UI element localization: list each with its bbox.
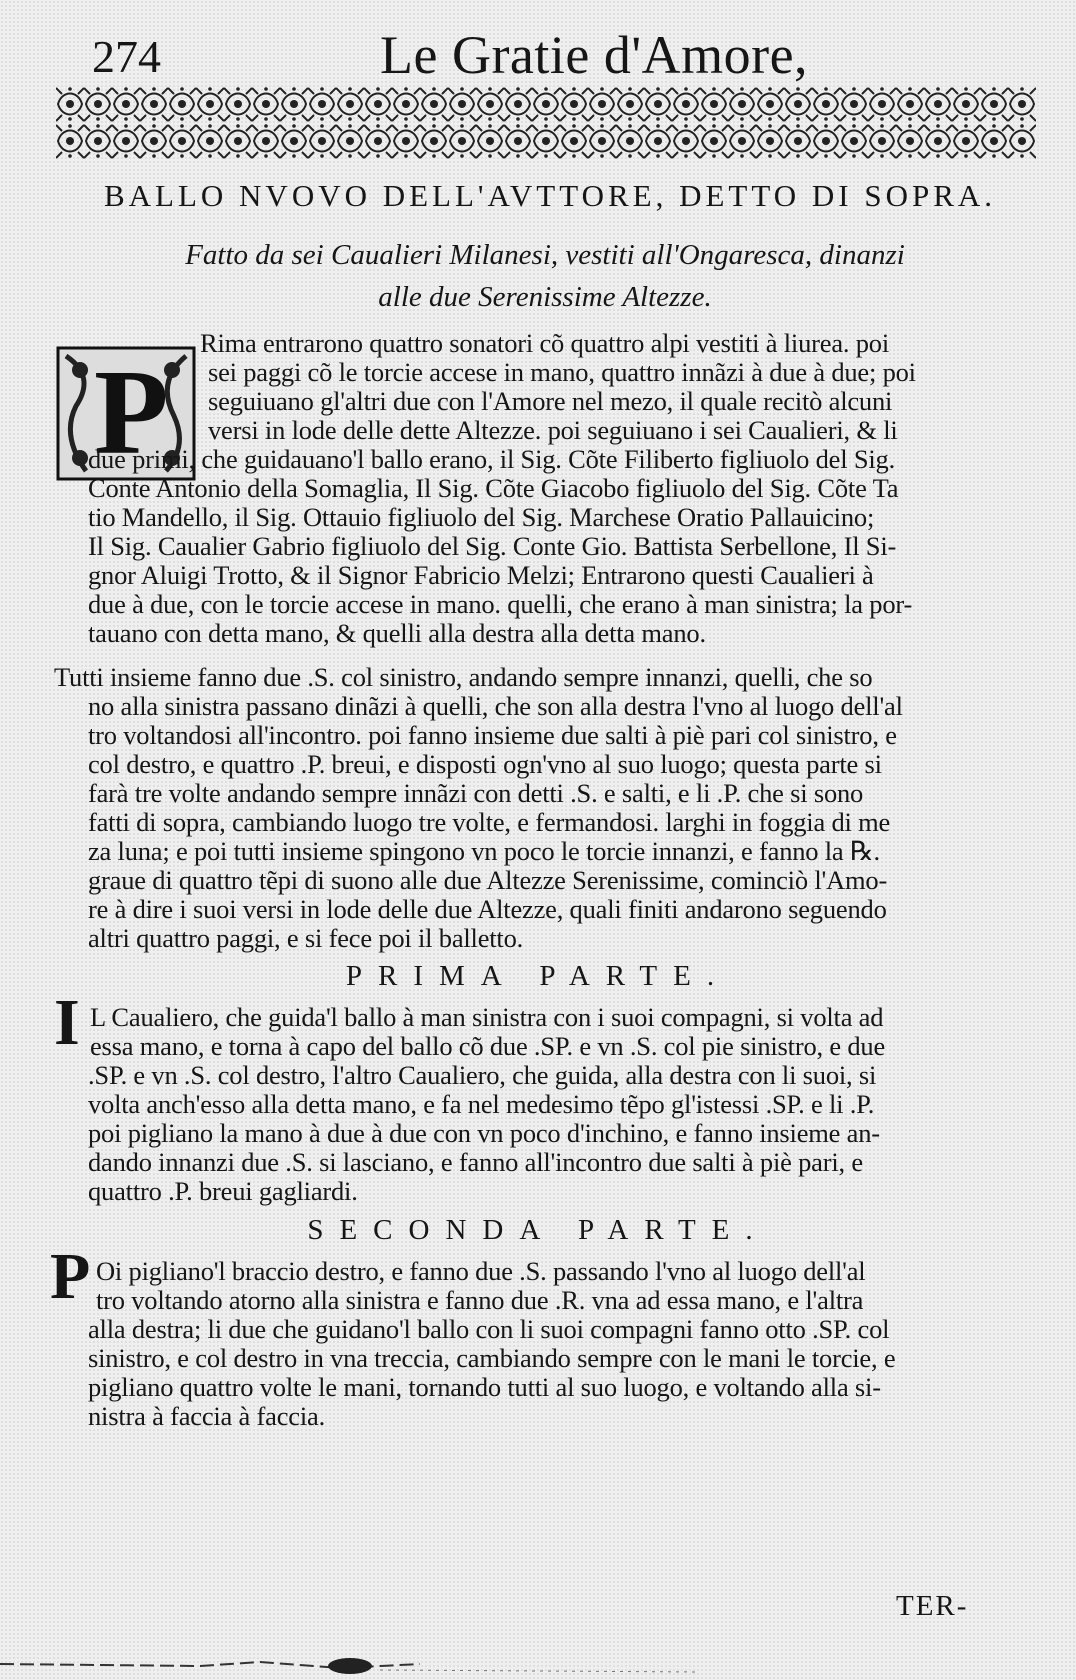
text-line: tro voltandosi all'incontro. poi fanno insieme due salti à piè pari col sinistro, e (88, 720, 897, 750)
text-line: due primi, che guidauano'l ballo erano, il Sig. Cõte Filiberto figliuolo del Sig. (88, 444, 896, 474)
text-line: pigliano quattro volte le mani, tornando tutti al suo luogo, e voltando alla si- (88, 1372, 881, 1402)
text-line: essa mano, e torna à capo del ballo cõ due .SP. e vn .S. col pie sinistro, e due (90, 1031, 886, 1061)
text-line: nistra à faccia à faccia. (88, 1401, 325, 1431)
text-line: tro voltando atorno alla sinistra e fanno due .R. vna ad essa mano, e l'altra (96, 1285, 864, 1315)
text-line: volta anch'esso alla detta mano, e fa nel medesimo tẽpo gl'istessi .SP. e li .P. (88, 1089, 875, 1119)
text-line: fatti di sopra, cambiando luogo tre volte, e fermandosi. larghi in foggia di me (88, 807, 891, 837)
text-line: Il Sig. Caualier Gabrio figliuolo del Sig. Conte Gio. Battista Serbellone, Il Si- (88, 531, 897, 561)
text-line: no alla sinistra passano dinãzi à quelli, che son alla destra l'vno al luogo dell'al (88, 691, 903, 721)
seconda-parte-title: SECONDA PARTE. (307, 1214, 769, 1246)
text-line: Oi pigliano'l braccio destro, e fanno due .S. passando l'vno al luogo dell'al (96, 1256, 866, 1286)
subtitle-line: Fatto da sei Caualieri Milanesi, vestiti all'Ongaresca, dinanzi (185, 239, 905, 271)
text-line: poi pigliano la mano à due à due con vn poco d'inchino, e fanno insieme an- (88, 1118, 880, 1148)
text-line: Conte Antonio della Somaglia, Il Sig. Cõte Giacobo figliuolo del Sig. Cõte Ta (88, 473, 899, 503)
subtitle-line: alle due Serenissime Altezze. (378, 281, 712, 313)
text-line: .SP. e vn .S. col destro, l'altro Caualiero, che guida, alla destra con li suoi, si (88, 1060, 877, 1090)
text-line: versi in lode delle dette Altezze. poi seguiuano i sei Caualieri, & li (208, 415, 898, 445)
text-line: alla destra; li due che guidano'l ballo con li suoi compagni fanno otto .SP. col (88, 1314, 890, 1344)
text-line: due à due, con le torcie accese in mano. quelli, che erano à man sinistra; la por- (88, 589, 913, 619)
text-line: quattro .P. breui gagliardi. (88, 1176, 358, 1206)
text-line: Tutti insieme fanno due .S. col sinistro, andando sempre innanzi, quelli, che so (54, 662, 873, 692)
catchword: TER- (896, 1590, 969, 1622)
text-line: tio Mandello, il Sig. Ottauio figliuolo del Sig. Marchese Oratio Pallauicino; (88, 502, 875, 532)
page-header (62, 25, 1022, 88)
text-line: sei paggi cõ le torcie accese in mano, quattro innãzi à due à due; poi (208, 357, 916, 387)
prima-parte-title: PRIMA PARTE. (345, 960, 731, 992)
running-title: Le Gratie d'Amore, (380, 25, 809, 85)
page-edge-smudge (0, 1652, 1076, 1680)
prima-parte-initial: I (54, 986, 80, 1059)
text-line: za luna; e poi tutti insieme spingono vn poco le torcie innanzi, e fanno la ℞. (88, 836, 880, 866)
page-number: 274 (92, 31, 161, 82)
text-line: col destro, e quattro .P. breui, e disposti ogn'vno al suo luogo; questa parte si (88, 749, 882, 779)
text-line: re à dire i suoi versi in lode delle due Altezze, quali finiti andarono seguendo (88, 894, 887, 924)
section-title: BALLO NVOVO DELL'AVTTORE, DETTO DI SOPRA. (103, 178, 997, 213)
text-line: L Caualiero, che guida'l ballo à man sinistra con i suoi compagni, si volta ad (90, 1002, 884, 1032)
text-line: gnor Aluigi Trotto, & il Signor Fabricio Melzi; Entrarono questi Caualieri à (88, 560, 874, 590)
text-line: seguiuano gl'altri due con l'Amore nel mezo, il quale recitò alcuni (208, 386, 893, 416)
subtitle (60, 234, 1030, 318)
initial-letter: P (94, 345, 169, 480)
text-line: dando innanzi due .S. si lasciano, e fanno all'incontro due salti à piè pari, e (88, 1147, 863, 1177)
text-line: farà tre volte andando sempre innãzi con detti .S. e salti, e li .P. che si sono (88, 778, 864, 808)
ornament-band (56, 86, 1036, 160)
text-line: altri quattro paggi, e si fece poi il balletto. (88, 923, 524, 953)
text-line: Rima entrarono quattro sonatori cõ quattro alpi vestiti à liurea. poi (200, 328, 889, 358)
text-line: tauano con detta mano, & quelli alla destra alla detta mano. (88, 618, 706, 648)
seconda-parte-initial: P (50, 1240, 91, 1313)
text-line: graue di quattro tẽpi di suono alle due Altezze Serenissime, cominciò l'Amo- (88, 865, 888, 895)
text-line: sinistro, e col destro in vna treccia, cambiando sempre con le mani le torcie, e (88, 1343, 896, 1373)
